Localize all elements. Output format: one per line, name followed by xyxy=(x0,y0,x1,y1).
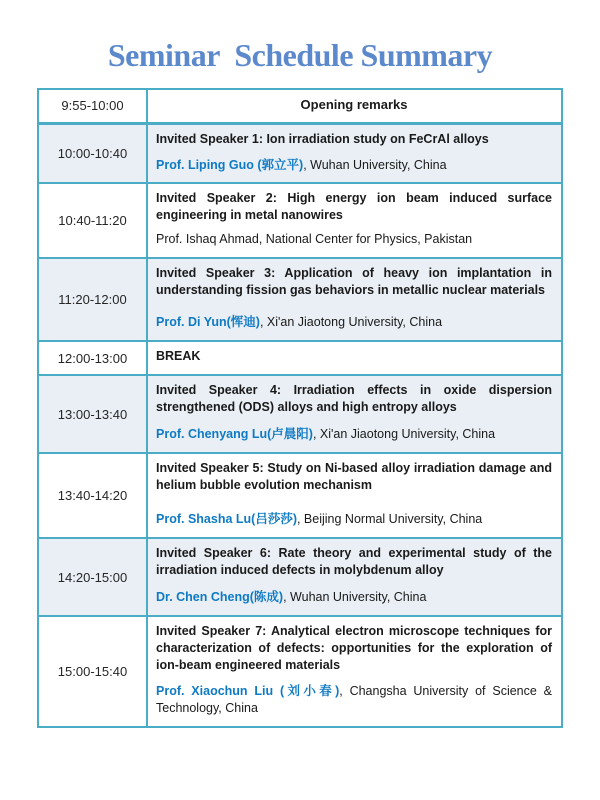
session-title: Invited Speaker 4: Irradiation effects in oxide dispersion strengthened (ODS) alloys and high entropy alloys xyxy=(156,383,552,414)
description-content xyxy=(156,348,552,365)
schedule-row xyxy=(38,183,562,258)
time-cell xyxy=(38,89,147,123)
time-label: 9:55-10:00 xyxy=(61,98,124,114)
description-cell xyxy=(147,453,562,538)
description-content xyxy=(156,265,552,331)
time-cell xyxy=(38,183,147,258)
description-cell xyxy=(147,89,562,123)
session-title: Invited Speaker 6: Rate theory and experimental study of the irradiation induced defects in molybdenum alloy xyxy=(156,546,552,577)
schedule-table xyxy=(37,88,563,728)
time-label: 15:00-15:40 xyxy=(57,664,128,679)
description-content xyxy=(156,460,552,528)
time-label: 11:20-12:00 xyxy=(58,292,127,307)
speaker-affiliation: , Beijing Normal University, China xyxy=(296,512,483,526)
speaker-name: Prof. Liping Guo (郭立平) xyxy=(156,157,304,172)
schedule-row xyxy=(38,258,562,341)
description-content xyxy=(156,382,552,443)
speaker-affiliation: , Wuhan University, China xyxy=(303,157,447,172)
time-cell xyxy=(38,375,147,453)
session-title: Invited Speaker 7: Analytical electron microscope techniques for characterization of defects: opportunities for the exploration of ion-beam engineered materials xyxy=(156,624,552,672)
description-content xyxy=(156,623,552,717)
time-cell xyxy=(38,341,147,375)
speaker-line xyxy=(156,589,552,606)
schedule-row xyxy=(38,616,562,727)
time-label: 14:20-15:00 xyxy=(57,569,128,585)
description-cell xyxy=(147,123,562,183)
speaker-name: Prof. Ishaq Ahmad, National Center for Physics, Pakistan xyxy=(156,232,473,246)
time-cell xyxy=(38,453,147,538)
description-cell xyxy=(147,258,562,341)
session-title: Invited Speaker 3: Application of heavy ion implantation in understanding fission gas behaviors in metallic nuclear materials xyxy=(156,266,552,297)
schedule-row xyxy=(38,375,562,453)
schedule-table-body xyxy=(38,89,562,727)
speaker-name: Prof. Di Yun(恽迪) xyxy=(156,315,260,329)
speaker-line xyxy=(156,511,552,528)
schedule-row xyxy=(38,341,562,375)
session-title: Opening remarks xyxy=(300,97,408,112)
description-cell xyxy=(147,341,562,375)
schedule-row xyxy=(38,453,562,538)
time-label: 13:00-13:40 xyxy=(57,406,128,422)
description-content xyxy=(156,96,552,113)
session-title: Invited Speaker 1: Ion irradiation study on FeCrAl alloys xyxy=(156,131,489,146)
time-cell xyxy=(38,616,147,727)
speaker-line xyxy=(156,314,552,331)
description-content xyxy=(156,545,552,606)
schedule-row xyxy=(38,89,562,123)
time-label: 10:40-11:20 xyxy=(58,213,127,228)
speaker-affiliation: , Changsha University of Science & Technology, China xyxy=(156,684,553,715)
speaker-affiliation: , Xi'an Jiaotong University, China xyxy=(312,427,496,441)
time-cell xyxy=(38,258,147,341)
time-label: 10:00-10:40 xyxy=(57,145,128,161)
time-label: 12:00-13:00 xyxy=(57,350,128,366)
speaker-affiliation: , Xi'an Jiaotong University, China xyxy=(259,315,443,329)
session-title: BREAK xyxy=(156,349,201,363)
schedule-row xyxy=(38,123,562,183)
schedule-row xyxy=(38,538,562,616)
speaker-line xyxy=(156,231,552,248)
description-cell xyxy=(147,375,562,453)
speaker-name: Prof. Chenyang Lu(卢晨阳) xyxy=(156,427,313,441)
time-cell xyxy=(38,123,147,183)
description-content xyxy=(156,190,552,248)
speaker-name: Prof. Shasha Lu(吕莎莎) xyxy=(156,512,297,526)
description-cell xyxy=(147,183,562,258)
session-title: Invited Speaker 2: High energy ion beam induced surface engineering in metal nanowires xyxy=(156,191,552,222)
description-cell xyxy=(147,538,562,616)
time-label: 13:40-14:20 xyxy=(57,488,128,503)
speaker-name: Prof. Xiaochun Liu (刘小春) xyxy=(156,684,340,698)
speaker-affiliation: , Wuhan University, China xyxy=(283,590,427,604)
speaker-line xyxy=(156,683,552,717)
speaker-name: Dr. Chen Cheng(陈成) xyxy=(156,590,284,604)
session-title: Invited Speaker 5: Study on Ni-based alloy irradiation damage and helium bubble evolution mechanism xyxy=(156,461,552,492)
speaker-line xyxy=(156,157,552,174)
description-cell xyxy=(147,616,562,727)
page-title: Seminar Schedule Summary xyxy=(107,37,493,73)
speaker-line xyxy=(156,426,552,443)
time-cell xyxy=(38,538,147,616)
description-content xyxy=(156,131,552,174)
